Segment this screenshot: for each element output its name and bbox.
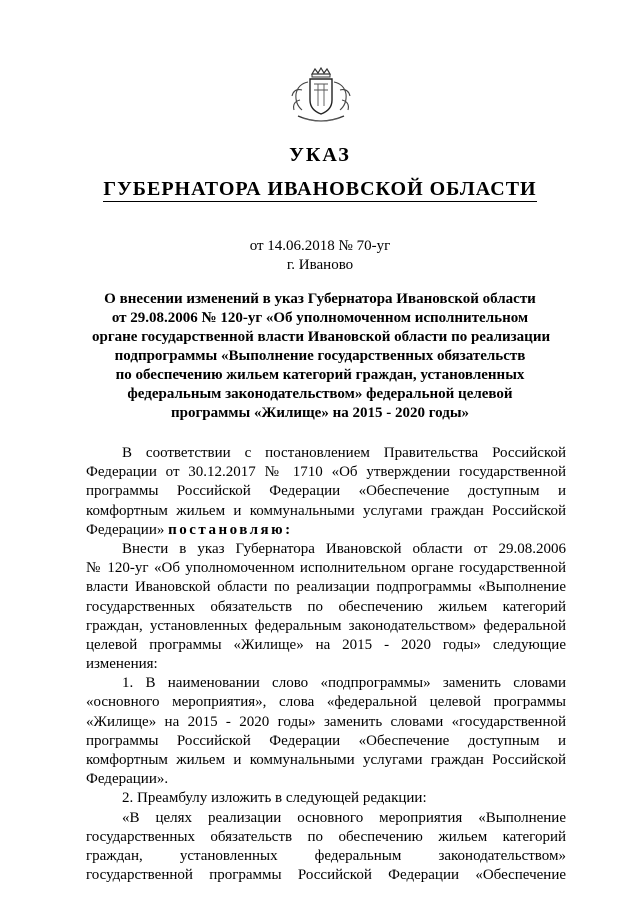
issuer-title-text: ГУБЕРНАТОРА ИВАНОВСКОЙ ОБЛАСТИ <box>103 178 537 200</box>
body-line: Федерации». <box>86 771 169 788</box>
body-line: изменения: <box>86 656 158 673</box>
heading-line: органе государственной власти Ивановской области по реализации <box>92 329 551 345</box>
body-line: граждан, установленных федеральным законодательством» <box>86 847 566 864</box>
body-line: комфортным жильем и коммунальными услугами граждан Российской <box>86 502 566 519</box>
body-line: В соответствии с постановлением Правительства Российской <box>122 445 566 461</box>
body-line: Внести в указ Губернатора Ивановской области от 29.08.2006 <box>122 540 566 557</box>
body-line: «основного мероприятия», слова «федеральной целевой программы <box>86 694 566 711</box>
heading-line: подпрограммы «Выполнение государственных обязательств <box>114 348 526 364</box>
heading-line: федеральным законодательством» федеральной целевой <box>127 386 513 402</box>
body-line: программы Российской Федерации «Обеспечение доступным и <box>86 732 566 749</box>
body-line: целевой программы «Жилище» на 2015 - 2020 годы» следующие <box>86 636 566 653</box>
body-text: Федерации» <box>86 521 165 538</box>
body-line <box>86 521 566 540</box>
body-line: программы Российской Федерации «Обеспечение доступным и <box>86 483 566 500</box>
body-line: № 120-уг «Об уполномоченном исполнительном органе государственной <box>86 560 566 577</box>
body-line: государственных обязательств по обеспечению жильем категорий <box>86 828 566 845</box>
body-line: «В целях реализации основного мероприятия «Выполнение <box>122 809 566 826</box>
decree-city: г. Иваново <box>286 257 354 273</box>
body-line: Федерации от 30.12.2017 № 1710 «Об утверждении государственной <box>86 464 566 481</box>
decree-date-number: от 14.06.2018 № 70-уг <box>249 238 391 254</box>
heading-line: О внесении изменений в указ Губернатора Ивановской области <box>104 291 536 307</box>
body-line: комфортным жильем и коммунальными услугами граждан Российской <box>86 752 566 768</box>
decree-heading <box>92 290 551 423</box>
coat-of-arms-icon <box>288 66 354 126</box>
body-line: 2. Преамбулу изложить в следующей редакции: <box>122 790 427 807</box>
issuer-title <box>0 178 640 201</box>
decree-body <box>86 444 566 885</box>
body-line: государственной программы Российской Федерации «Обеспечение <box>86 867 566 884</box>
document-type-title: УКАЗ <box>289 144 351 166</box>
body-line: «Жилище» на 2015 - 2020 годы» заменить словами «государственной <box>86 713 566 730</box>
body-line: 1. В наименовании слово «подпрограммы» заменить словами <box>122 675 566 692</box>
heading-line: программы «Жилище» на 2015 - 2020 годы» <box>170 405 470 421</box>
body-line: государственных обязательств по обеспечению жильем категорий <box>86 598 566 615</box>
decree-word: постановляю: <box>168 521 293 538</box>
body-line: власти Ивановской области по реализации подпрограммы «Выполнение <box>86 579 566 596</box>
heading-line: от 29.08.2006 № 120-уг «Об уполномоченном исполнительном <box>111 310 529 326</box>
heading-line: по обеспечению жильем категорий граждан, установленных <box>115 367 525 383</box>
body-line: граждан, установленных федеральным законодательством» федеральной <box>86 617 566 634</box>
